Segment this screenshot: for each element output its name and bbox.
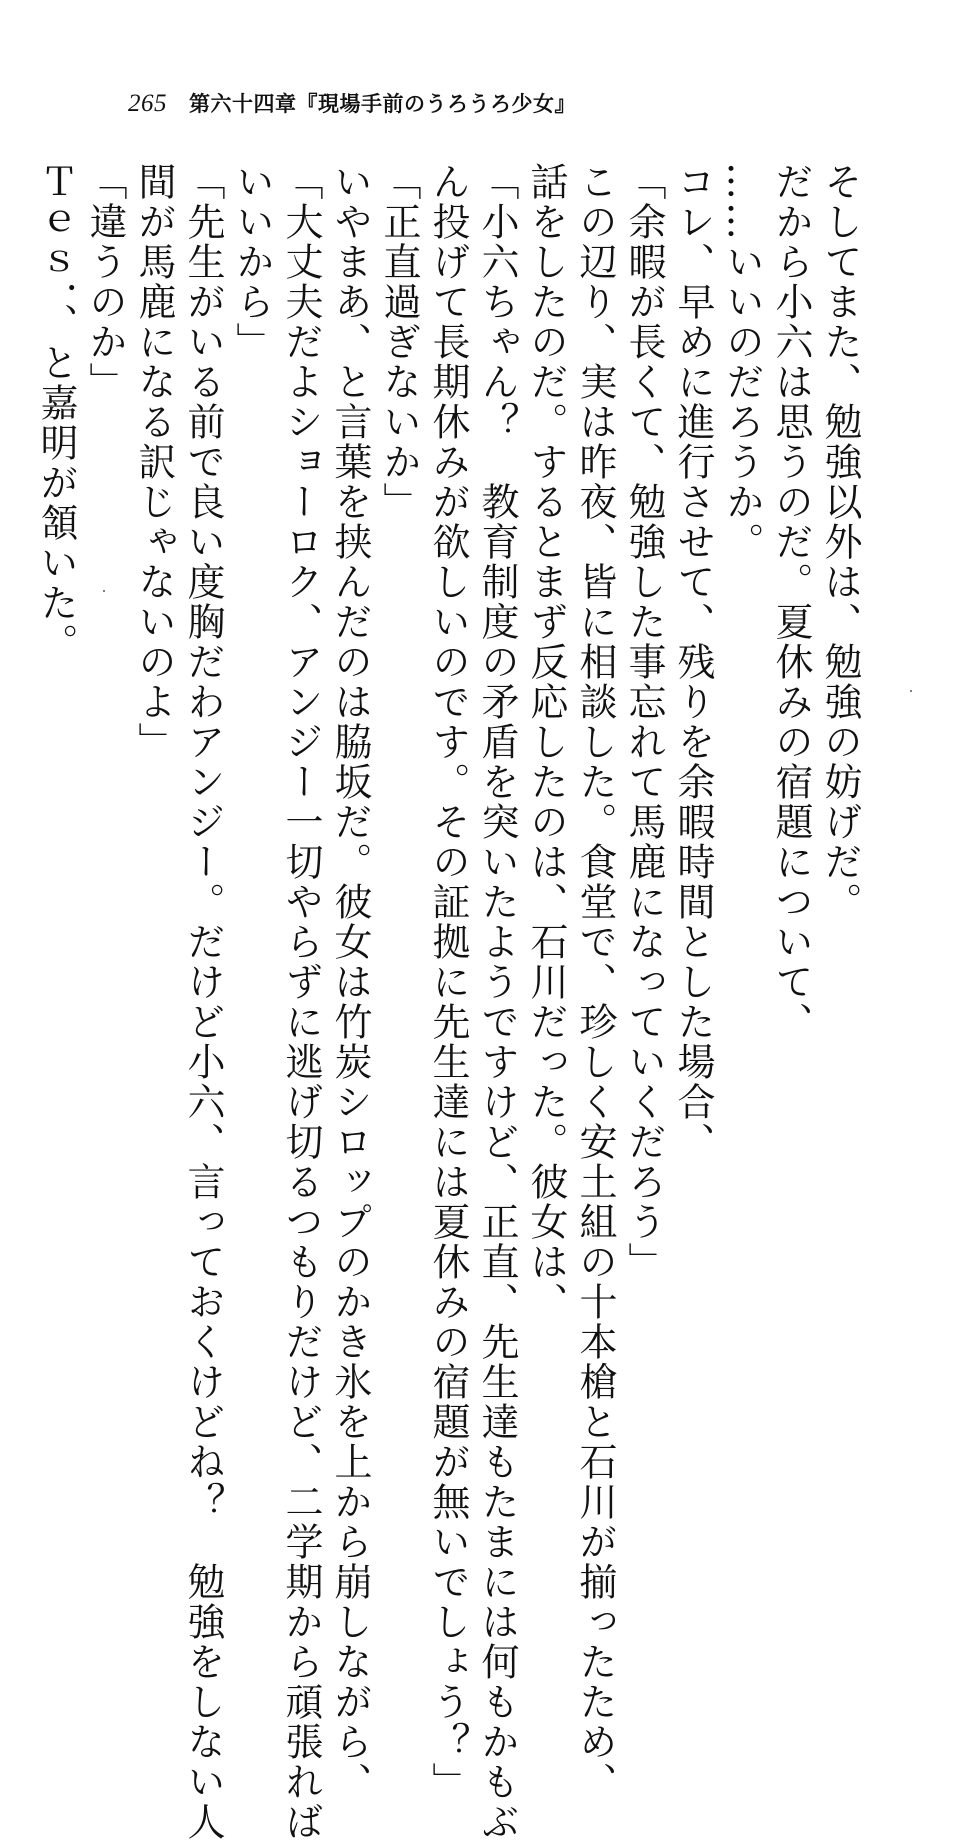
text-line: いやまあ、と言葉を挟んだのは脇坂だ。彼女は竹炭シロップのかき氷を上から崩しながら、 — [328, 162, 372, 1802]
page-number: 265 — [128, 90, 167, 117]
text-line: 話をしたのだ。するとまず反応したのは、石川だった。彼女は、 — [524, 162, 568, 1322]
text-line: だから小六は思うのだ。夏休みの宿題について、 — [769, 162, 813, 1042]
text-line: 間が馬鹿になる訳じゃないのよ」 — [132, 162, 176, 762]
text-line: 「余暇が長くて、勉強した事忘れて馬鹿になっていくだろう」 — [622, 162, 666, 1282]
text-line: ん投げて長期休みが欲しいのです。その証拠に先生達には夏休みの宿題が無いでしょう？」 — [426, 162, 470, 1802]
text-line: Ｔｅｓ．、と嘉明が頷いた。 — [34, 162, 78, 663]
scan-speck — [910, 690, 912, 692]
text-line: いいから」 — [230, 162, 274, 362]
text-line: 「違うのか」 — [83, 162, 127, 402]
text-line: ……いいのだろうか。 — [720, 162, 764, 562]
text-line: コレ、早めに進行させて、残りを余暇時間とした場合、 — [671, 162, 715, 1162]
text-line: そしてまた、勉強以外は、勉強の妨げだ。 — [818, 162, 862, 922]
text-line: この辺り、実は昨夜、皆に相談した。食堂で、珍しく安土組の十本槍と石川が揃ったため、 — [573, 162, 617, 1802]
text-line: 「正直過ぎないか」 — [377, 162, 421, 522]
vertical-body-text — [31, 162, 864, 1842]
text-line: 「大丈夫だよショーロク、アンジー一切やらずに逃げ切るつもりだけど、二学期から頑張れば — [279, 162, 323, 1842]
scan-speck — [103, 590, 105, 592]
text-line: 「小六ちゃん？ 教育制度の矛盾を突いたようですけど、正直、先生達もたまには何もかもぶ — [475, 162, 519, 1842]
chapter-title: 第六十四章『現場手前のうろうろ少女』 — [189, 91, 576, 116]
page-header — [128, 88, 576, 120]
text-line: 「先生がいる前で良い度胸だわアンジー。だけど小六、言っておくけどね？ 勉強をしない人 — [181, 162, 225, 1842]
